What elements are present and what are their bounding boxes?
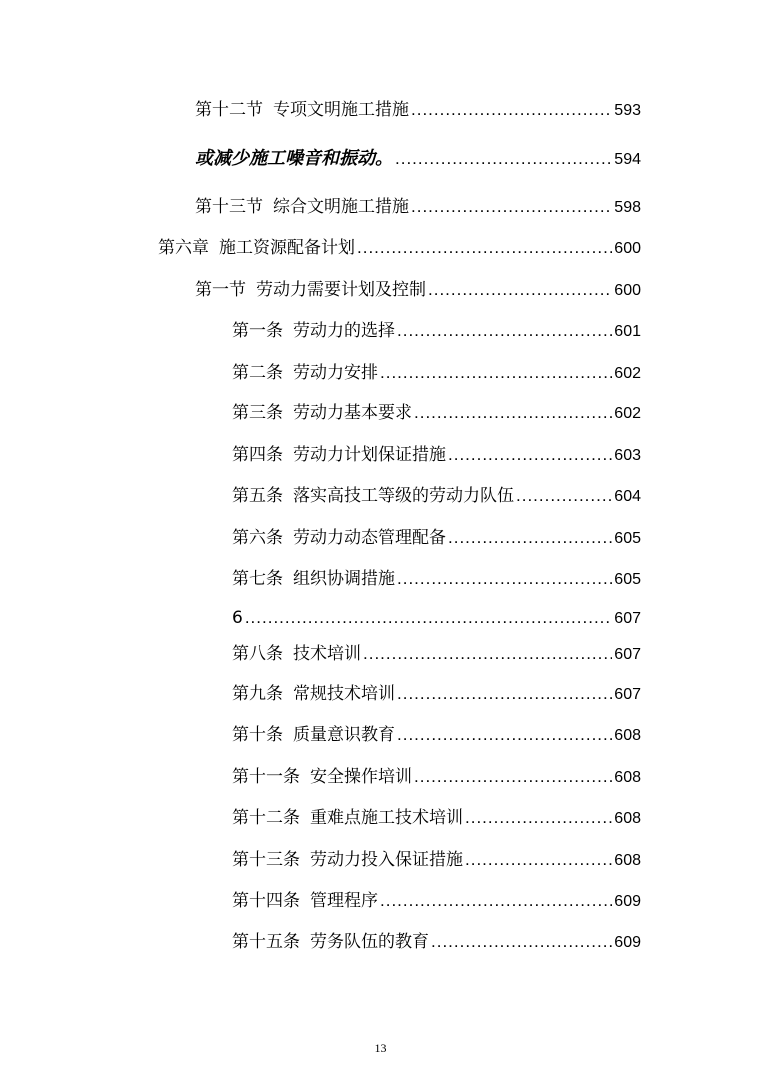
toc-leader-dots <box>414 764 612 790</box>
toc-entry-page: 602 <box>614 365 641 382</box>
toc-entry-title: 或减少施工噪音和振动。 <box>195 148 393 169</box>
toc-entry[interactable] <box>232 888 641 914</box>
toc-entry[interactable] <box>195 97 641 123</box>
toc-entry-title: 劳动力投入保证措施 <box>310 850 463 870</box>
toc-entry-prefix: 第十一条 <box>232 767 300 787</box>
toc-entry-title: 劳动力动态管理配备 <box>293 528 446 548</box>
toc-leader-dots <box>448 442 612 468</box>
toc-entry-page: 594 <box>614 151 641 168</box>
toc-entry-title: 劳动力基本要求 <box>293 403 412 423</box>
toc-entry-title: 劳务队伍的教育 <box>310 932 429 952</box>
toc-entry-title: 组织协调措施 <box>293 569 395 589</box>
toc-entry-prefix: 第十五条 <box>232 932 300 952</box>
toc-entry-page: 600 <box>614 282 641 299</box>
toc-entry[interactable] <box>232 483 641 509</box>
toc-entry-page: 600 <box>614 240 641 257</box>
toc-entry-title: 管理程序 <box>310 891 378 911</box>
toc-entry-prefix: 第九条 <box>232 684 283 704</box>
toc-entry-prefix: 第四条 <box>232 445 283 465</box>
toc-leader-dots <box>448 525 612 551</box>
toc-entry[interactable] <box>232 847 641 873</box>
toc-entry-title: 专项文明施工措施 <box>273 100 409 120</box>
toc-entry-page: 608 <box>614 727 641 744</box>
toc-leader-dots <box>397 566 612 592</box>
toc-entry[interactable] <box>195 146 641 172</box>
toc-leader-dots <box>428 277 612 303</box>
toc-entry-title: 质量意识教育 <box>293 725 395 745</box>
toc-entry-title: 安全操作培训 <box>310 767 412 787</box>
toc-leader-dots <box>357 235 612 261</box>
toc-entry-page: 604 <box>614 488 641 505</box>
toc-entry[interactable] <box>232 805 641 831</box>
toc-entry-page: 603 <box>614 447 641 464</box>
toc-entry-prefix: 第六条 <box>232 528 283 548</box>
toc-entry-page: 609 <box>614 934 641 951</box>
toc-leader-dots <box>363 641 612 667</box>
toc-entry-page: 602 <box>614 405 641 422</box>
toc-entry-title: 综合文明施工措施 <box>273 197 409 217</box>
toc-entry-page: 609 <box>614 893 641 910</box>
toc-leader-dots <box>411 97 612 123</box>
toc-leader-dots <box>414 400 612 426</box>
toc-entry-title: 施工资源配备计划 <box>219 238 355 258</box>
toc-leader-dots <box>465 847 612 873</box>
toc-entry-prefix: 第三条 <box>232 403 283 423</box>
toc-entry[interactable] <box>232 566 641 592</box>
toc-entry-title: 劳动力安排 <box>293 363 378 383</box>
toc-leader-dots <box>397 722 612 748</box>
toc-leader-dots <box>411 194 612 220</box>
toc-entry[interactable] <box>232 722 641 748</box>
toc-leader-dots <box>395 146 612 172</box>
toc-entry-prefix: 第二条 <box>232 363 283 383</box>
toc-entry[interactable] <box>232 681 641 707</box>
toc-entry-prefix: 第一条 <box>232 321 283 341</box>
toc-entry-page: 607 <box>614 610 641 627</box>
toc-entry-title: 落实高技工等级的劳动力队伍 <box>293 486 514 506</box>
toc-leader-dots <box>431 929 612 955</box>
footer-page-number: 13 <box>374 1041 387 1055</box>
toc-entry-page: 593 <box>614 102 641 119</box>
toc-leader-dots <box>380 888 612 914</box>
toc-entry-page: 605 <box>614 530 641 547</box>
toc-entry-page: 601 <box>614 323 641 340</box>
toc-entry[interactable] <box>195 194 641 220</box>
toc-leader-dots <box>397 318 612 344</box>
toc-entry-page: 608 <box>614 852 641 869</box>
toc-entry-prefix: 第十三节 <box>195 197 263 217</box>
toc-entry[interactable] <box>232 442 641 468</box>
toc-entry[interactable] <box>232 400 641 426</box>
toc-entry[interactable] <box>232 764 641 790</box>
toc-entry-page: 605 <box>614 571 641 588</box>
toc-entry-page: 608 <box>614 810 641 827</box>
toc-entry-prefix: 第十二条 <box>232 808 300 828</box>
toc-entry-title: 常规技术培训 <box>293 684 395 704</box>
toc-entry[interactable] <box>232 318 641 344</box>
toc-leader-dots <box>245 605 612 631</box>
toc-entry-page: 608 <box>614 769 641 786</box>
toc-leader-dots <box>465 805 612 831</box>
toc-entry-title: 劳动力计划保证措施 <box>293 445 446 465</box>
toc-entry-title: 劳动力需要计划及控制 <box>256 280 426 300</box>
toc-entry-prefix: 第六章 <box>158 238 209 258</box>
toc-entry-title: 重难点施工技术培训 <box>310 808 463 828</box>
toc-entry-title: 劳动力的选择 <box>293 321 395 341</box>
toc-leader-dots <box>380 360 612 386</box>
toc-entry[interactable] <box>158 235 641 261</box>
toc-entry[interactable] <box>232 641 641 667</box>
toc-entry[interactable] <box>232 929 641 955</box>
toc-entry-page: 607 <box>614 686 641 703</box>
toc-entry-prefix: 第七条 <box>232 569 283 589</box>
toc-entry-prefix: 第十四条 <box>232 891 300 911</box>
toc-leader-dots <box>516 483 612 509</box>
toc-entry-prefix: 第五条 <box>232 486 283 506</box>
toc-leader-dots <box>397 681 612 707</box>
toc-entry-prefix: 第十二节 <box>195 100 263 120</box>
toc-entry-prefix: 第八条 <box>232 644 283 664</box>
toc-entry-page: 598 <box>614 199 641 216</box>
toc-entry-prefix: 第一节 <box>195 280 246 300</box>
toc-entry-title: 技术培训 <box>293 644 361 664</box>
toc-entry[interactable] <box>232 360 641 386</box>
toc-entry-title: 6 <box>232 608 243 628</box>
toc-entry[interactable] <box>195 277 641 303</box>
toc-entry-page: 607 <box>614 646 641 663</box>
toc-entry-prefix: 第十三条 <box>232 850 300 870</box>
toc-entry[interactable] <box>232 605 641 631</box>
toc-entry[interactable] <box>232 525 641 551</box>
toc-entry-prefix: 第十条 <box>232 725 283 745</box>
